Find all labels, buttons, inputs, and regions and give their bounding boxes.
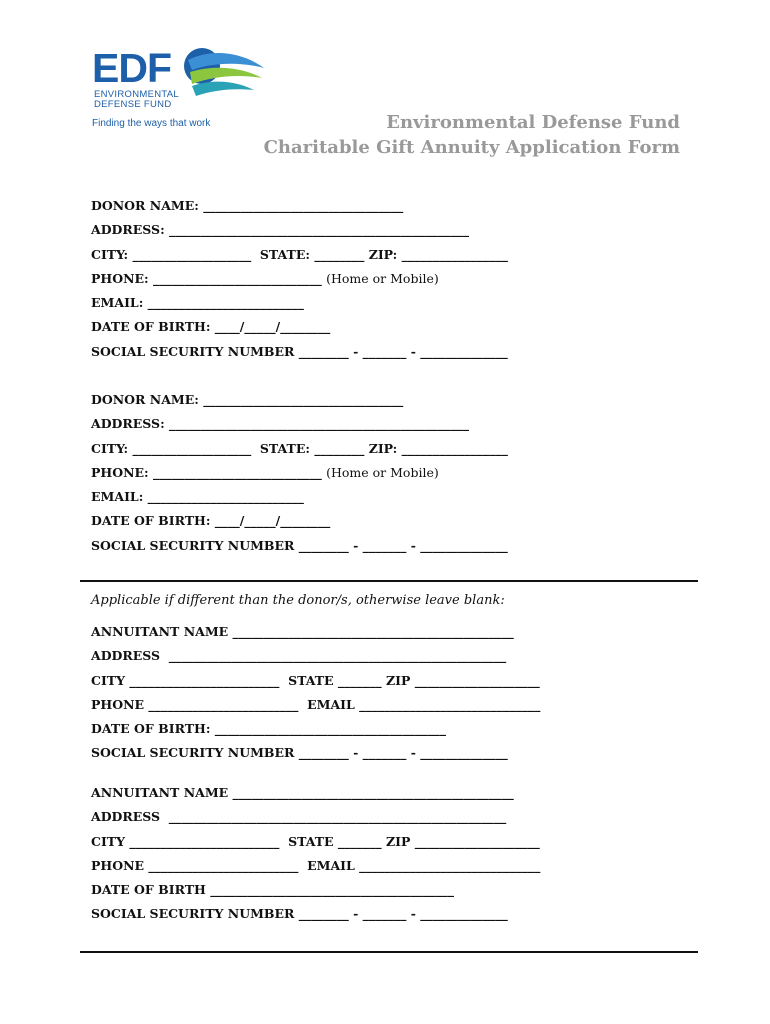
annuitant-note: Applicable if different than the donor/s, otherwise leave blank: (91, 593, 505, 608)
donor-ssn-field[interactable]: SOCIAL SECURITY NUMBER ________ - _______ - ______________ (91, 343, 508, 359)
donor-email-field[interactable]: EMAIL: _________________________ (91, 489, 304, 505)
annuitant-name-field[interactable]: ANNUITANT NAME _____________________________________________ (91, 624, 514, 639)
annuitant-address-field[interactable]: ADDRESS ______________________________________________________ (91, 809, 507, 825)
donor-section-2 (91, 388, 701, 558)
phone-note: (Home or Mobile) (326, 464, 439, 480)
edf-logo (92, 44, 267, 130)
logo-tagline: Finding the ways that work (92, 118, 211, 129)
logo-org-name (94, 90, 179, 110)
annuitant-ssn-field[interactable]: SOCIAL SECURITY NUMBER ________ - _______ - ______________ (91, 906, 508, 922)
donor-dob-field[interactable]: DATE OF BIRTH: ____/_____/________ (91, 513, 331, 529)
annuitant-dob-field[interactable]: DATE OF BIRTH _______________________________________ (91, 882, 454, 898)
donor-phone-row (91, 267, 701, 291)
donor-ssn-field[interactable]: SOCIAL SECURITY NUMBER ________ - _______ - ______________ (91, 537, 508, 553)
title-line2: Charitable Gift Annuity Application Form (263, 137, 680, 158)
annuitant-phone-email-field[interactable]: PHONE ________________________ EMAIL _____________________________ (91, 696, 541, 712)
annuitant-section-1 (91, 620, 701, 766)
donor-phone-row (91, 461, 701, 485)
donor-section-1 (91, 194, 701, 364)
donor-city-state-zip-field[interactable]: CITY: ___________________ STATE: ________ ZIP: _________________ (91, 440, 508, 456)
donor-address-field[interactable]: ADDRESS: ________________________________________________ (91, 416, 470, 432)
logo-name-line2: DEFENSE FUND (94, 99, 172, 110)
donor-dob-field[interactable]: DATE OF BIRTH: ____/_____/________ (91, 319, 331, 335)
donor-name-field[interactable]: DONOR NAME: ________________________________ (91, 198, 404, 213)
phone-note: (Home or Mobile) (326, 270, 439, 286)
annuitant-dob-field[interactable]: DATE OF BIRTH: _____________________________________ (91, 721, 447, 737)
logo-letters: EDF (92, 45, 171, 91)
title-line1: Environmental Defense Fund (386, 112, 680, 133)
annuitant-city-state-zip-field[interactable]: CITY ________________________ STATE _______ ZIP ____________________ (91, 833, 540, 849)
bottom-divider (80, 951, 698, 953)
donor-name-field[interactable]: DONOR NAME: ________________________________ (91, 392, 404, 407)
annuitant-address-field[interactable]: ADDRESS ______________________________________________________ (91, 648, 507, 664)
annuitant-ssn-field[interactable]: SOCIAL SECURITY NUMBER ________ - _______ - ______________ (91, 745, 508, 761)
annuitant-section-2 (91, 781, 701, 927)
annuitant-city-state-zip-field[interactable]: CITY ________________________ STATE _______ ZIP ____________________ (91, 672, 540, 688)
logo-name-line1: ENVIRONMENTAL (94, 89, 180, 100)
donor-phone-field[interactable]: PHONE: ___________________________ (91, 464, 327, 480)
donor-city-state-zip-field[interactable]: CITY: ___________________ STATE: ________ ZIP: _________________ (91, 246, 508, 262)
form-title (264, 110, 680, 160)
donor-address-field[interactable]: ADDRESS: ________________________________________________ (91, 222, 470, 238)
donor-email-field[interactable]: EMAIL: _________________________ (91, 295, 304, 311)
annuitant-phone-email-field[interactable]: PHONE ________________________ EMAIL _____________________________ (91, 857, 541, 873)
section-divider (80, 580, 698, 582)
annuitant-name-field[interactable]: ANNUITANT NAME _____________________________________________ (91, 785, 514, 800)
donor-phone-field[interactable]: PHONE: ___________________________ (91, 270, 327, 286)
